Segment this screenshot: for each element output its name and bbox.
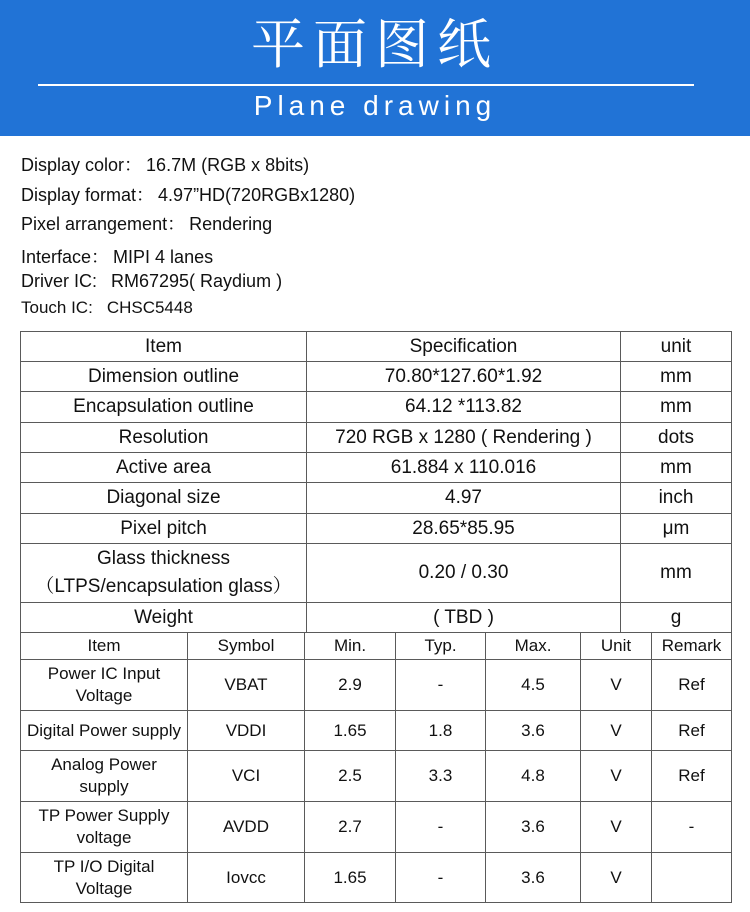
info-display-color [21, 154, 309, 176]
elec-unit: V [581, 853, 652, 903]
spec-unit: μm [621, 514, 732, 544]
elec-remark: Ref [652, 711, 732, 751]
spec-item: Resolution [21, 423, 307, 453]
header-cell: Specification [307, 332, 621, 362]
info-label: Pixel arrangement： [21, 214, 186, 234]
elec-symbol: AVDD [188, 802, 305, 853]
spec-unit: g [621, 603, 732, 633]
elec-min: 2.7 [305, 802, 396, 853]
elec-item-line: TP Power Supply [38, 806, 170, 825]
spec-unit: mm [621, 544, 732, 603]
spec-value: 28.65*85.95 [307, 514, 621, 544]
table-row [21, 853, 732, 903]
table-header-row [21, 633, 732, 660]
spec-item: Weight [21, 603, 307, 633]
table-row [21, 362, 732, 392]
spec-item [21, 544, 307, 603]
table-row [21, 453, 732, 483]
header-cell: Typ. [396, 633, 486, 660]
elec-typ: - [396, 853, 486, 903]
info-pixel-arrangement [21, 213, 272, 235]
spec-item-line: Glass thickness [96, 548, 231, 569]
info-label: Interface： [21, 247, 110, 267]
header-cell: Symbol [188, 633, 305, 660]
table-row [21, 802, 732, 853]
spec-item-line: （LTPS/encapsulation glass） [35, 576, 292, 597]
title-english: Plane drawing [253, 90, 497, 121]
spec-value: 4.97 [307, 483, 621, 514]
table-row [21, 660, 732, 711]
spec-unit: mm [621, 392, 732, 423]
table-row [21, 603, 732, 633]
info-label: Display format： [21, 185, 155, 205]
spec-value: ( TBD ) [307, 603, 621, 633]
header-cell: Remark [652, 633, 732, 660]
info-display-format [21, 184, 355, 206]
elec-item-line: voltage [76, 828, 132, 847]
elec-typ: - [396, 802, 486, 853]
title-banner [0, 0, 750, 136]
elec-item: Digital Power supply [21, 711, 188, 751]
elec-unit: V [581, 711, 652, 751]
elec-symbol: VDDI [188, 711, 305, 751]
elec-remark [652, 853, 732, 903]
header-cell: Min. [305, 633, 396, 660]
header-cell: Max. [486, 633, 581, 660]
banner-divider [38, 84, 694, 86]
spec-value: 0.20 / 0.30 [307, 544, 621, 603]
elec-item-line: Voltage [75, 878, 133, 898]
elec-symbol: VBAT [188, 660, 305, 711]
spec-item: Encapsulation outline [21, 392, 307, 423]
header-cell: Item [21, 332, 307, 362]
info-label: Display color： [21, 155, 143, 175]
elec-min: 1.65 [305, 711, 396, 751]
elec-item-line: TP I/O Digital [53, 856, 155, 876]
spec-item: Pixel pitch [21, 514, 307, 544]
info-value: 16.7M (RGB x 8bits) [146, 155, 310, 175]
info-value: RM67295( Raydium ) [111, 271, 283, 291]
info-value: CHSC5448 [106, 298, 193, 317]
elec-item [21, 751, 188, 802]
spec-value: 70.80*127.60*1.92 [307, 362, 621, 392]
elec-item-line: Analog Power [51, 755, 157, 774]
title-chinese: 平面图纸 [251, 13, 499, 76]
elec-min: 2.5 [305, 751, 396, 802]
elec-max: 4.8 [486, 751, 581, 802]
spec-unit: mm [621, 453, 732, 483]
info-interface [21, 246, 213, 268]
info-label: Driver IC: [21, 271, 97, 291]
elec-symbol: Iovcc [188, 853, 305, 903]
elec-symbol: VCI [188, 751, 305, 802]
info-touch-ic [21, 297, 193, 319]
header-cell: Item [21, 633, 188, 660]
elec-min: 1.65 [305, 853, 396, 903]
info-value: MIPI 4 lanes [113, 247, 214, 267]
elec-max: 3.6 [486, 711, 581, 751]
table-row [21, 423, 732, 453]
table-row [21, 392, 732, 423]
elec-item [21, 853, 188, 903]
elec-item [21, 802, 188, 853]
spec-table [20, 331, 732, 633]
elec-item [21, 660, 188, 711]
spec-item: Diagonal size [21, 483, 307, 514]
elec-remark: - [652, 802, 732, 853]
table-row [21, 514, 732, 544]
elec-remark: Ref [652, 751, 732, 802]
info-driver-ic [21, 270, 282, 292]
spec-value: 61.884 x 110.016 [307, 453, 621, 483]
info-value: 4.97”HD(720RGBx1280) [158, 185, 356, 205]
elec-unit: V [581, 802, 652, 853]
elec-typ: 3.3 [396, 751, 486, 802]
spec-unit: inch [621, 483, 732, 514]
elec-unit: V [581, 751, 652, 802]
table-header-row [21, 332, 732, 362]
header-cell: unit [621, 332, 732, 362]
elec-item-line: Voltage [75, 686, 133, 705]
elec-max: 3.6 [486, 802, 581, 853]
spec-unit: dots [621, 423, 732, 453]
elec-item-line: supply [79, 777, 129, 796]
spec-item: Dimension outline [21, 362, 307, 392]
elec-typ: 1.8 [396, 711, 486, 751]
header-cell: Unit [581, 633, 652, 660]
elec-typ: - [396, 660, 486, 711]
elec-unit: V [581, 660, 652, 711]
spec-value: 720 RGB x 1280 ( Rendering ) [307, 423, 621, 453]
electrical-table [20, 632, 732, 903]
spec-unit: mm [621, 362, 732, 392]
table-row [21, 483, 732, 514]
table-row [21, 751, 732, 802]
elec-max: 3.6 [486, 853, 581, 903]
spec-value: 64.12 *113.82 [307, 392, 621, 423]
elec-item-line: Power IC Input [47, 664, 161, 683]
table-row [21, 544, 732, 603]
elec-min: 2.9 [305, 660, 396, 711]
elec-remark: Ref [652, 660, 732, 711]
elec-max: 4.5 [486, 660, 581, 711]
table-row [21, 711, 732, 751]
info-value: Rendering [189, 214, 273, 234]
spec-item: Active area [21, 453, 307, 483]
info-label: Touch IC: [21, 298, 93, 317]
